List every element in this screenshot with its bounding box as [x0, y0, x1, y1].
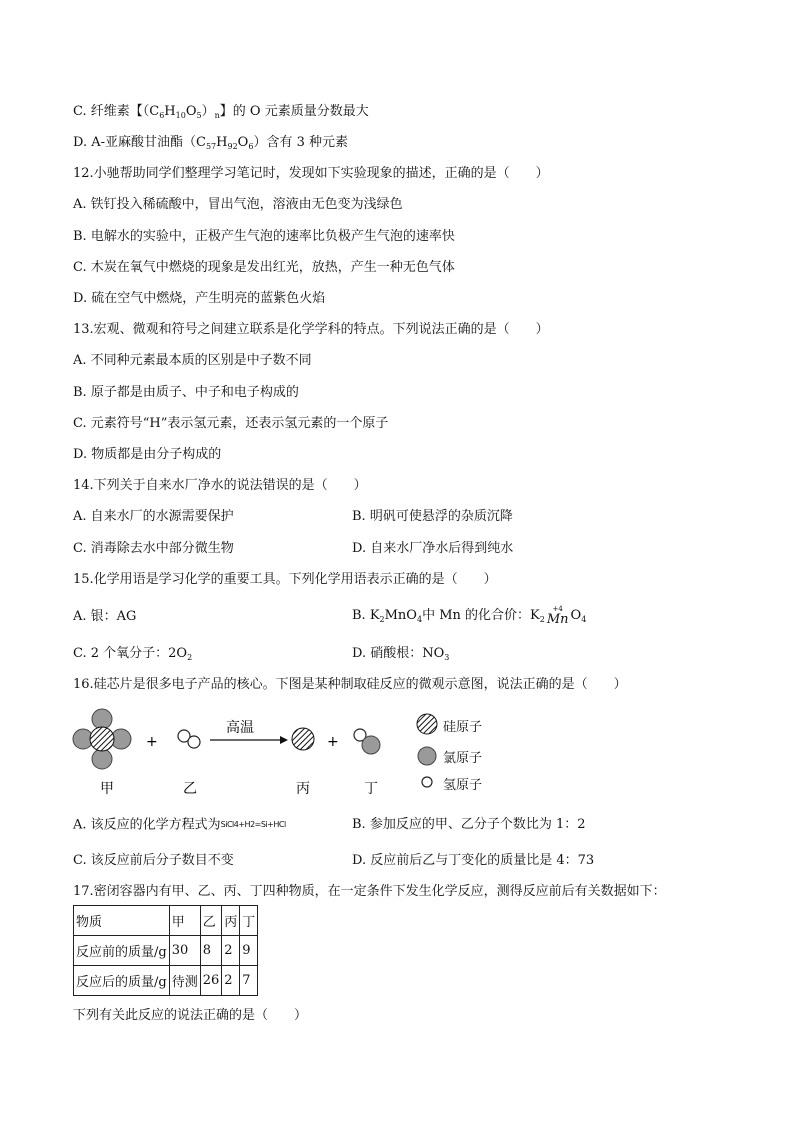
table-cell: 丁 — [240, 906, 258, 936]
q16-option-d: D. 反应前后乙与丁变化的质量比是 4：73 — [352, 853, 595, 868]
q11-option-c: C. 纤维素【$(C_6H_{10}O_5)_n$】的 O 元素质量分数最大 — [73, 104, 369, 120]
chlorine-atom-icon — [418, 747, 436, 765]
data-table — [73, 905, 258, 996]
molecule-jia — [73, 709, 131, 769]
table-cell: 9 — [240, 936, 258, 966]
q12-stem: 12.小驰帮助同学们整理学习笔记时，发现如下实验现象的描述，正确的是（ ） — [73, 166, 549, 181]
table-cell: 反应前的质量/g — [74, 936, 170, 966]
table-cell: 26 — [200, 966, 222, 996]
q14-option-a: A. 自来水厂的水源需要保护 — [73, 509, 234, 524]
table-cell: 反应后的质量/g — [74, 966, 170, 996]
q12-option-d: D. 硫在空气中燃烧，产生明亮的蓝紫色火焰 — [73, 291, 326, 306]
q16-option-c: C. 该反应前后分子数目不变 — [73, 853, 234, 868]
q14-stem: 14.下列关于自来水厂净水的说法错误的是（ ） — [73, 478, 367, 493]
molecule-ding — [354, 729, 380, 754]
label-ding: 丁 — [364, 781, 378, 797]
hydrogen-atom-icon — [422, 777, 432, 787]
q15-option-d: D. 硝酸根：$NO_3$ — [352, 646, 450, 662]
table-cell: 物质 — [74, 906, 170, 936]
molecule-bing — [292, 728, 314, 750]
q12-option-b: B. 电解水的实验中，正极产生气泡的速率比负极产生气泡的速率快 — [73, 229, 455, 244]
q14-option-b: B. 明矾可使悬浮的杂质沉降 — [352, 509, 513, 524]
q15-option-c: C. 2 个氧分子：$2O_2$ — [73, 646, 193, 662]
label-bing: 丙 — [296, 781, 310, 797]
q16-option-a: A. 该反应的化学方程式为SiCl4+H2=Si+HCl — [73, 817, 286, 833]
molecule-yi — [178, 730, 200, 748]
q13-option-b: B. 原子都是由质子、中子和电子构成的 — [73, 385, 299, 400]
q17-stem: 17.密闭容器内有甲、乙、丙、丁四种物质，在一定条件下发生化学反应，测得反应前后有关数据如下： — [73, 884, 666, 899]
table-cell: 甲 — [169, 906, 200, 936]
plus-sign: + — [146, 734, 158, 750]
q12-option-c: C. 木炭在氧气中燃烧的现象是发出红光，放热，产生一种无色气体 — [73, 260, 455, 275]
label-yi: 乙 — [183, 781, 197, 797]
table-row — [74, 936, 258, 966]
label-jia: 甲 — [100, 781, 114, 797]
silicon-atom-icon — [417, 714, 437, 734]
table-header-row — [74, 906, 258, 936]
reaction-condition: 高温 — [226, 720, 254, 736]
legend-chlorine: 氯原子 — [443, 751, 483, 766]
table-cell: 7 — [240, 966, 258, 996]
q13-option-c: C. 元素符号“H”表示氢元素，还表示氢元素的一个原子 — [73, 416, 389, 431]
reaction-diagram — [70, 702, 410, 802]
table-row — [74, 966, 258, 996]
q15-option-b: B. $K_2MnO_4$中 Mn 的化合价：$K_2$ +4 Mn $O_4$ — [352, 604, 587, 627]
table-cell: 2 — [222, 966, 240, 996]
q16-option-b: B. 参加反应的甲、乙分子个数比为 1：2 — [352, 817, 586, 832]
table-cell: 8 — [200, 936, 222, 966]
q17-question: 下列有关此反应的说法正确的是（ ） — [73, 1008, 308, 1023]
q14-option-d: D. 自来水厂净水后得到纯水 — [352, 541, 514, 556]
valence-notation: +4 Mn — [546, 604, 569, 627]
q14-option-c: C. 消毒除去水中部分微生物 — [73, 541, 234, 556]
table-cell: 乙 — [200, 906, 222, 936]
q15-stem: 15.化学用语是学习化学的重要工具。下列化学用语表示正确的是（ ） — [73, 572, 497, 587]
plus-sign-2: + — [327, 734, 339, 750]
q16-stem: 16.硅芯片是很多电子产品的核心。下图是某种制取硅反应的微观示意图，说法正确的是（ ） — [73, 677, 627, 692]
legend-icons — [416, 712, 442, 792]
table-cell: 待测 — [169, 966, 200, 996]
table-cell: 30 — [169, 936, 200, 966]
q13-stem: 13.宏观、微观和符号之间建立联系是化学学科的特点。下列说法正确的是（ ） — [73, 322, 549, 337]
tiny-equation: SiCl4+H2=Si+HCl — [220, 820, 286, 829]
table-cell: 丙 — [222, 906, 240, 936]
legend-silicon: 硅原子 — [443, 720, 483, 735]
q15-option-a: A. 银：AG — [73, 609, 137, 624]
q13-option-a: A. 不同种元素最本质的区别是中子数不同 — [73, 353, 312, 368]
q12-option-a: A. 铁钉投入稀硫酸中，冒出气泡，溶液由无色变为浅绿色 — [73, 197, 403, 212]
table-cell: 2 — [222, 936, 240, 966]
q13-option-d: D. 物质都是由分子构成的 — [73, 447, 222, 462]
legend-hydrogen: 氢原子 — [443, 778, 483, 793]
q11-option-d: D. A-亚麻酸甘油酯$(C_{57}H_{92}O_6)$含有 3 种元素 — [73, 135, 348, 151]
